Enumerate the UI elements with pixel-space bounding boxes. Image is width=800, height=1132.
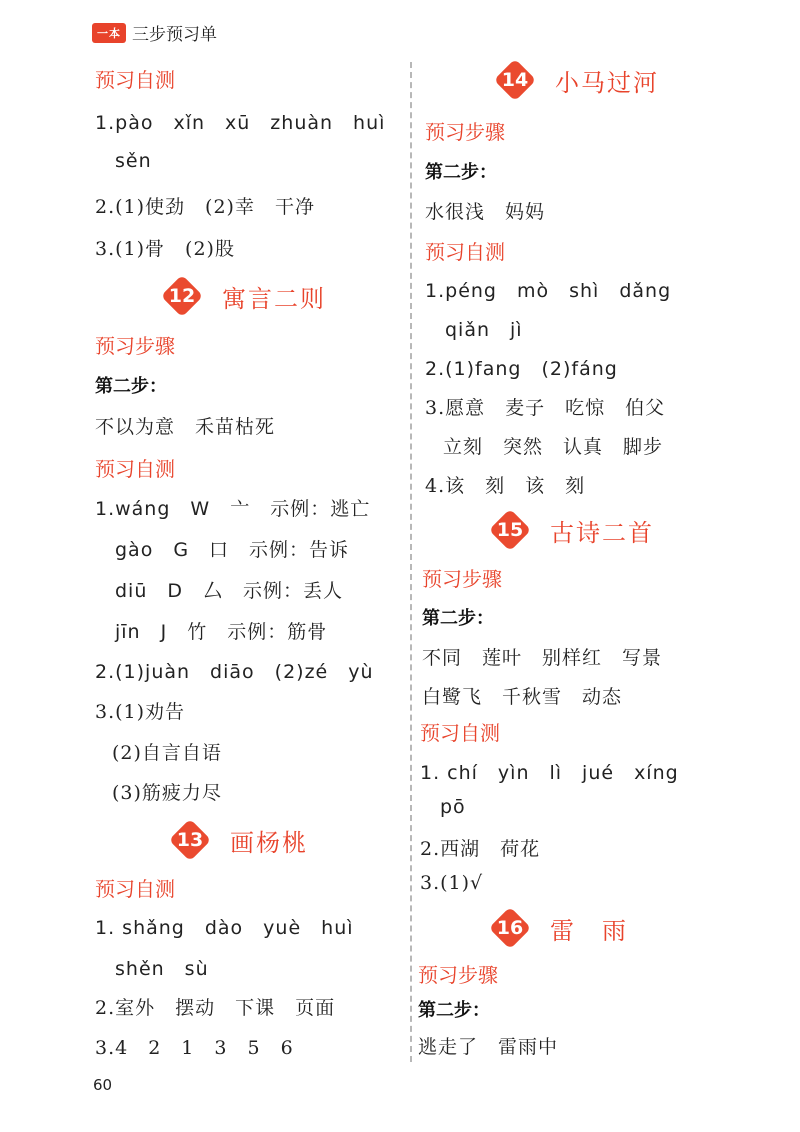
answer-line: 2.(1)juàn diāo (2)zé yù (95, 661, 374, 683)
answer-line: 立刻 突然 认真 脚步 (443, 436, 664, 458)
answer-line: 4.该 刻 该 刻 (425, 475, 586, 497)
answer-line: pō (440, 796, 466, 818)
answer-line: 不同 莲叶 别样红 写景 (422, 647, 663, 669)
lesson-title: 寓言二则 (222, 284, 326, 313)
section-heading: 预习步骤 (425, 120, 505, 144)
section-heading: 预习自测 (95, 457, 175, 481)
answer-line: 2.室外 摆动 下课 页面 (95, 997, 336, 1019)
answer-line: 3.愿意 麦子 吃惊 伯父 (425, 397, 666, 419)
answer-line: 3.4 2 1 3 5 6 (95, 1037, 294, 1059)
answer-line: 2.(1)使劲 (2)幸 干净 (95, 196, 315, 218)
lesson-heading-15 (490, 510, 654, 550)
lesson-heading-12 (162, 276, 326, 316)
answer-line: 不以为意 禾苗枯死 (95, 416, 276, 438)
answer-line: 水很浅 妈妈 (425, 201, 546, 223)
lesson-number-badge: 15 (490, 510, 530, 550)
answer-line: 2.(1)fang (2)fáng (425, 358, 618, 380)
answer-line: qiǎn jì (445, 319, 523, 341)
brand-logo: 一本 (92, 23, 126, 43)
lesson-title: 雷 雨 (550, 916, 628, 945)
lesson-title: 画杨桃 (230, 828, 308, 857)
section-heading: 预习自测 (425, 240, 505, 264)
answer-line: 逃走了 雷雨中 (418, 1036, 559, 1058)
lesson-number-badge: 12 (162, 276, 202, 316)
answer-line: 1.wáng W 亠 示例：逃亡 (95, 498, 371, 520)
section-heading: 预习自测 (95, 68, 175, 92)
section-heading: 预习自测 (420, 721, 500, 745)
answer-line: 1.péng mò shì dǎng (425, 280, 672, 302)
lesson-number-badge: 16 (490, 908, 530, 948)
answer-line: gào G 口 示例：告诉 (115, 539, 350, 561)
page-header (92, 20, 217, 45)
answer-line: diū D 厶 示例：丢人 (115, 580, 344, 602)
answer-line: 3.(1)劝告 (95, 701, 186, 723)
answer-line: shěn sù (115, 958, 209, 980)
answer-line: sěn (115, 150, 152, 172)
answer-line: 白鹭飞 千秋雪 动态 (422, 686, 623, 708)
answer-line: 1.pào xǐn xū zhuàn huì (95, 112, 386, 134)
step-label: 第二步： (422, 608, 494, 629)
lesson-number-badge: 13 (170, 820, 210, 860)
answer-line: 3.(1)√ (420, 872, 484, 894)
step-label: 第二步： (418, 1000, 490, 1021)
answer-line: jīn J 竹 示例：筋骨 (115, 621, 328, 643)
lesson-heading-14 (495, 60, 659, 100)
section-heading: 预习步骤 (95, 334, 175, 358)
step-label: 第二步： (95, 376, 167, 397)
lesson-title: 小马过河 (555, 68, 659, 97)
page-number: 60 (93, 1076, 113, 1094)
lesson-number-badge: 14 (495, 60, 535, 100)
answer-line: 3.(1)骨 (2)股 (95, 238, 235, 260)
answer-line: (3)筋疲力尽 (112, 782, 222, 804)
header-title: 三步预习单 (132, 25, 217, 45)
answer-line: (2)自言自语 (112, 742, 222, 764)
answer-line: 1. shǎng dào yuè huì (95, 917, 354, 939)
lesson-heading-16 (490, 908, 628, 948)
answer-line: 1. chí yìn lì jué xíng (420, 762, 679, 784)
lesson-heading-13 (170, 820, 308, 860)
section-heading: 预习步骤 (418, 963, 498, 987)
lesson-title: 古诗二首 (550, 518, 654, 547)
column-divider (410, 62, 412, 1062)
section-heading: 预习自测 (95, 877, 175, 901)
section-heading: 预习步骤 (422, 567, 502, 591)
step-label: 第二步： (425, 162, 497, 183)
answer-line: 2.西湖 荷花 (420, 838, 541, 860)
